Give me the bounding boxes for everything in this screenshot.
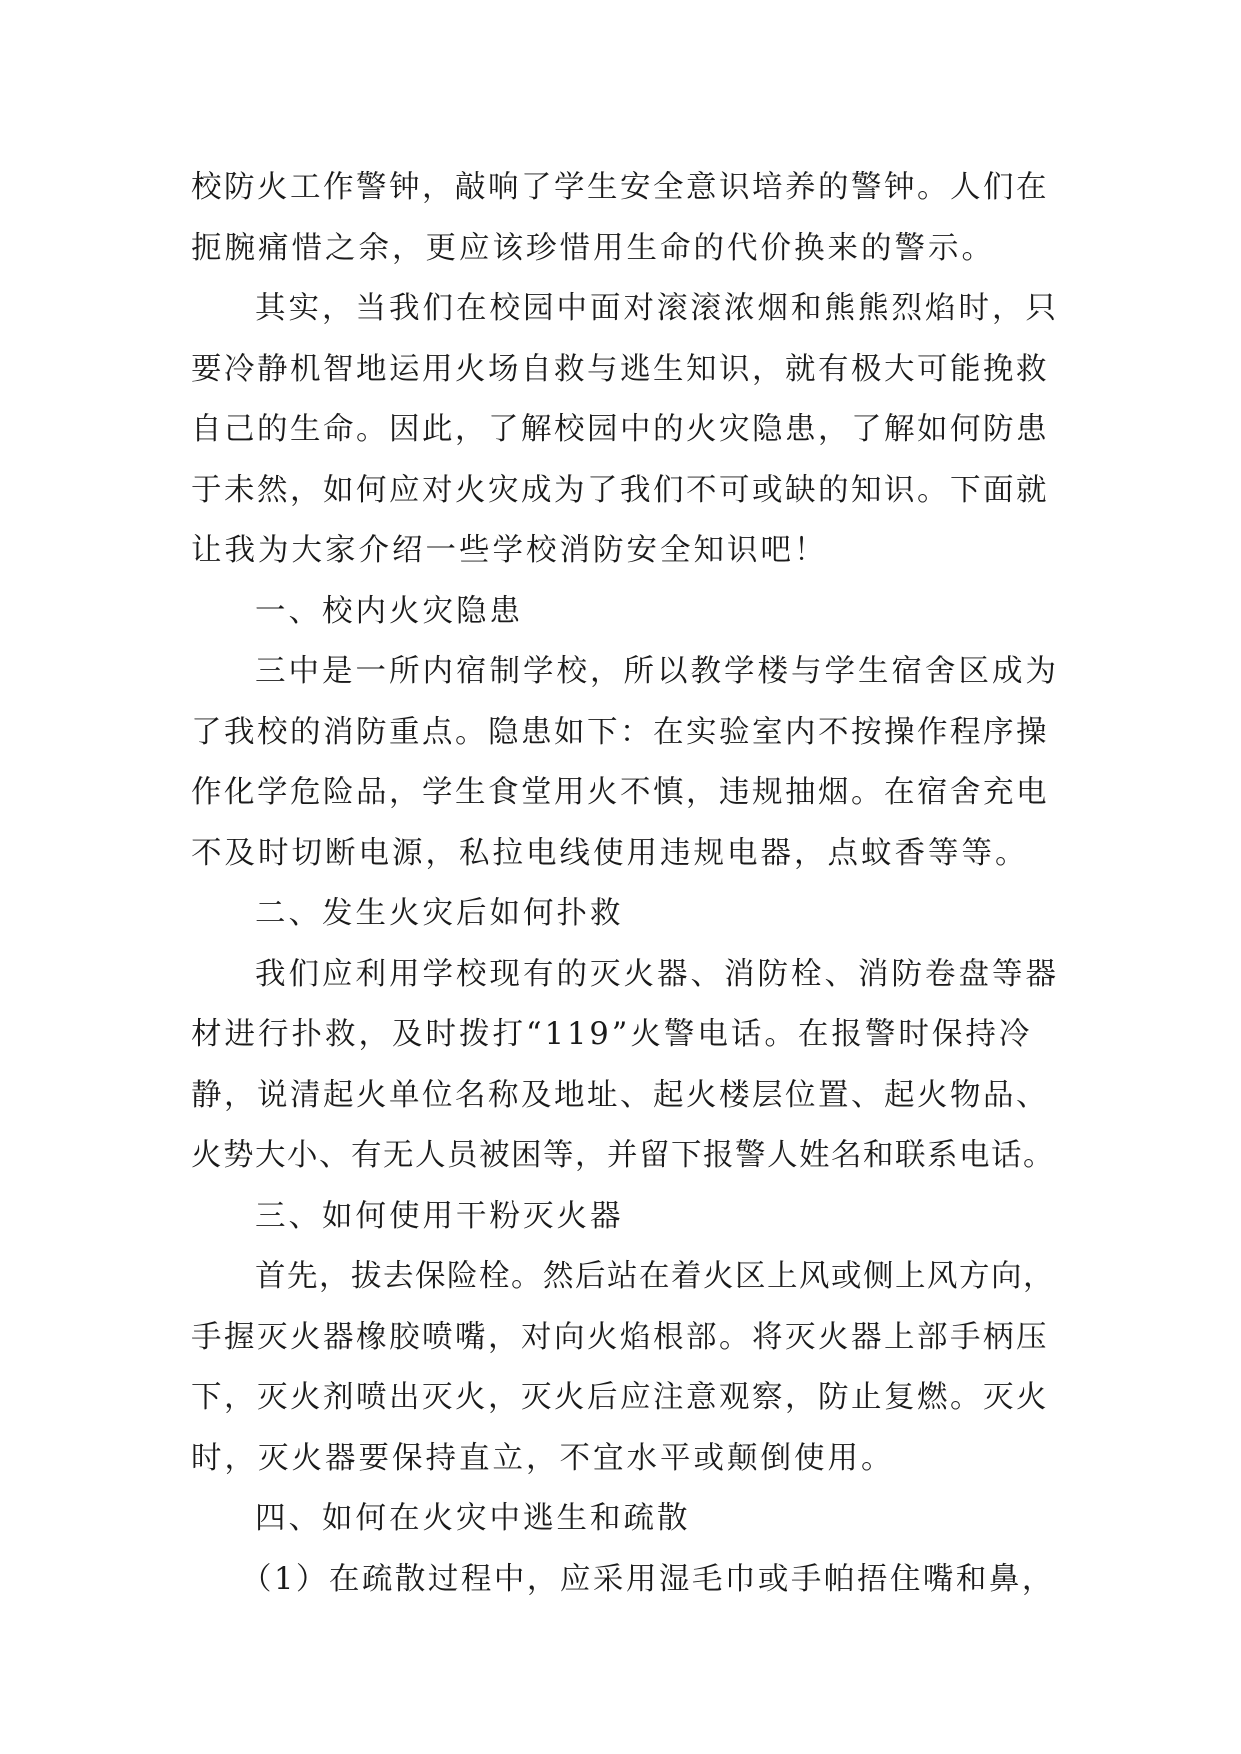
body-line: 静，说清起火单位名称及地址、起火楼层位置、起火物品、 bbox=[191, 1077, 1049, 1113]
body-line: 要冷静机智地运用火场自救与逃生知识，就有极大可能挽救 bbox=[191, 351, 1049, 387]
section-heading: 三、如何使用干粉灭火器 bbox=[255, 1198, 624, 1234]
body-line: 了我校的消防重点。隐患如下：在实验室内不按操作程序操 bbox=[191, 714, 1049, 750]
paragraph-first-line: 三中是一所内宿制学校，所以教学楼与学生宿舍区成为 bbox=[255, 654, 1059, 689]
body-line: 自己的生命。因此，了解校园中的火灾隐患，了解如何防患 bbox=[191, 412, 1049, 447]
body-line: 扼腕痛惜之余，更应该珍惜用生命的代价换来的警示。 bbox=[191, 230, 995, 266]
paragraph-first-line: 其实，当我们在校园中面对滚滚浓烟和熊熊烈焰时，只 bbox=[255, 291, 1059, 326]
section-heading: 一、校内火灾隐患 bbox=[255, 593, 523, 629]
body-line: 下，灭火剂喷出灭火，灭火后应注意观察，防止复燃。灭火 bbox=[191, 1380, 1049, 1415]
body-line: 火势大小、有无人员被困等，并留下报警人姓名和联系电话。 bbox=[191, 1138, 1055, 1173]
body-line: 不及时切断电源，私拉电线使用违规电器，点蚊香等等。 bbox=[191, 835, 1029, 871]
section-heading: 四、如何在火灾中逃生和疏散 bbox=[255, 1501, 691, 1536]
body-line: 时，灭火器要保持直立，不宜水平或颠倒使用。 bbox=[191, 1440, 895, 1476]
body-line: 作化学危险品，学生食堂用火不慎，违规抽烟。在宿舍充电 bbox=[191, 775, 1049, 810]
body-line: 手握灭火器橡胶喷嘴，对向火焰根部。将灭火器上部手柄压 bbox=[191, 1319, 1049, 1355]
body-line: 让我为大家介绍一些学校消防安全知识吧！ bbox=[191, 533, 828, 568]
document-body bbox=[191, 158, 1061, 1610]
list-item: （1）在疏散过程中，应采用湿毛巾或手帕捂住嘴和鼻， bbox=[241, 1561, 1055, 1597]
paragraph-first-line: 我们应利用学校现有的灭火器、消防栓、消防卷盘等器 bbox=[255, 956, 1059, 992]
section-heading: 二、发生火灾后如何扑救 bbox=[255, 896, 624, 931]
body-line: 于未然，如何应对火灾成为了我们不可或缺的知识。下面就 bbox=[191, 472, 1049, 508]
paragraph-first-line: 首先，拔去保险栓。然后站在着火区上风或侧上风方向， bbox=[255, 1259, 1055, 1294]
body-line: 材进行扑救，及时拨打“119”火警电话。在报警时保持冷 bbox=[191, 1017, 1033, 1052]
body-line: 校防火工作警钟，敲响了学生安全意识培养的警钟。人们在 bbox=[191, 170, 1049, 205]
